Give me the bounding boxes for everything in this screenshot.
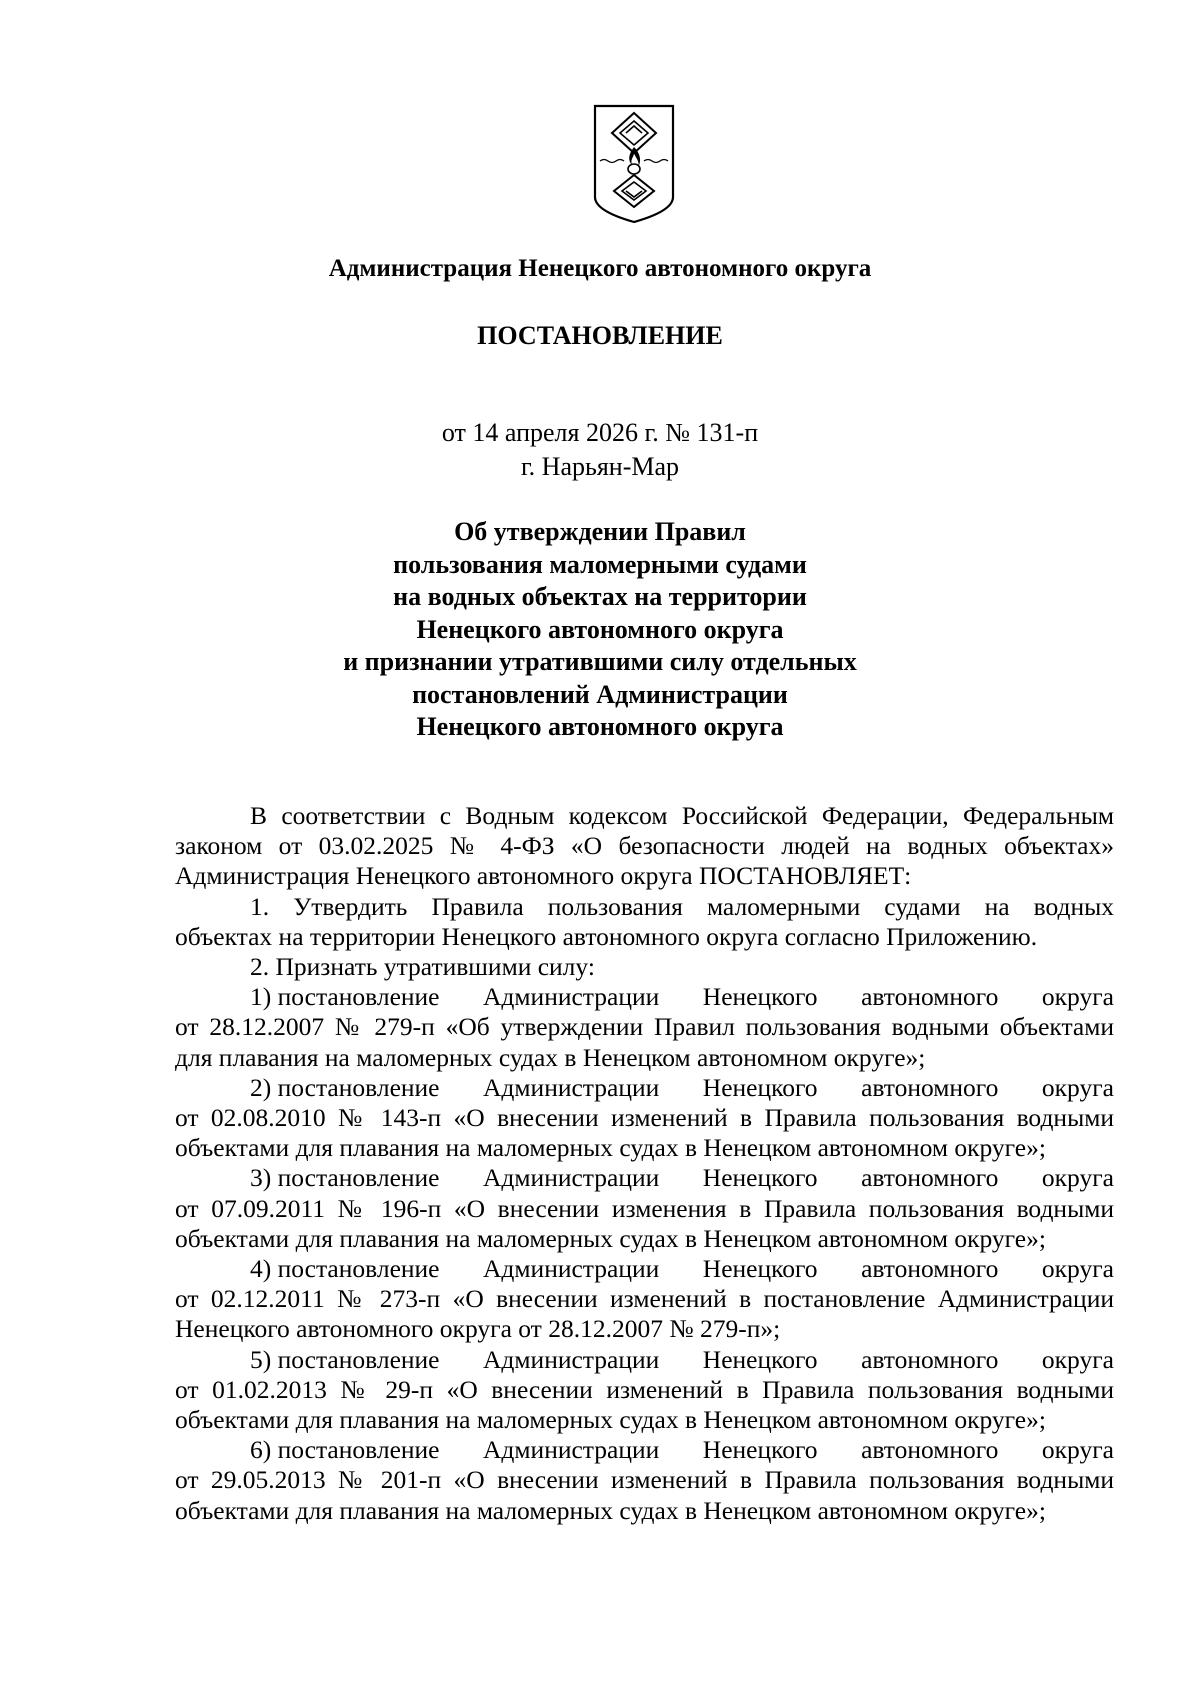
repealed-item-line: от 01.02.2013 № 29-п «О внесении изменений в Правила пользования водными — [175, 1374, 1114, 1404]
repealed-item — [175, 1345, 1114, 1436]
document-body — [175, 801, 1114, 1526]
subject-line: постановлений Администрации — [412, 679, 788, 709]
repealed-item-head: 1) постановление Администрации Ненецкого автономного округа — [250, 982, 1114, 1012]
repealed-item-head: 6) постановление Администрации Ненецкого автономного округа — [250, 1435, 1114, 1465]
item-1-line: объектах на территории Ненецкого автономного округа согласно Приложению. — [175, 921, 1038, 951]
repealed-item-line: для плавания на маломерных судах в Ненецком автономном округе»; — [175, 1042, 926, 1072]
repealed-item-head: 3) постановление Администрации Ненецкого автономного округа — [250, 1163, 1114, 1193]
repealed-item — [175, 1435, 1114, 1526]
repealed-item-line: от 29.05.2013 № 201-п «О внесении изменений в Правила пользования водными — [175, 1465, 1114, 1495]
preamble-line: В соответствии с Водным кодексом Российской Федерации, Федеральным — [250, 801, 1114, 830]
repealed-item-line: объектами для плавания на маломерных судах в Ненецком автономном округе»; — [175, 1405, 1046, 1435]
repealed-item-line: от 02.12.2011 № 273-п «О внесении изменений в постановление Администрации — [175, 1284, 1114, 1314]
document-city: г. Нарьян-Мар — [520, 452, 680, 481]
subject-line: Об утверждении Правил — [454, 517, 746, 546]
item-1-line: 1. Утвердить Правила пользования маломерными судами на водных — [250, 891, 1114, 921]
subject-line: и признании утратившими силу отдельных — [343, 647, 857, 676]
repealed-item — [175, 1073, 1114, 1164]
repealed-item-line: Ненецкого автономного округа от 28.12.2007 № 279-п»; — [175, 1314, 781, 1344]
repealed-item-head: 4) постановление Администрации Ненецкого автономного округа — [250, 1254, 1114, 1284]
preamble-line: Администрация Ненецкого автономного округа ПОСТАНОВЛЯЕТ: — [175, 861, 912, 891]
repealed-item-line: объектами для плавания на маломерных судах в Ненецком автономном округе»; — [175, 1133, 1046, 1163]
subject-line: пользования маломерными судами — [393, 549, 807, 579]
nenets-coat-of-arms-icon — [592, 103, 676, 225]
repealed-item-line: объектами для плавания на маломерных судах в Ненецком автономном округе»; — [175, 1495, 1046, 1525]
organization-name: Администрация Ненецкого автономного округа — [328, 255, 872, 282]
document-type: ПОСТАНОВЛЕНИЕ — [477, 321, 723, 350]
repealed-item-head: 2) постановление Администрации Ненецкого автономного округа — [250, 1072, 1114, 1102]
document-date-number: от 14 апреля 2026 г. № 131-п — [441, 418, 759, 447]
repealed-item-head: 5) постановление Администрации Ненецкого автономного округа — [250, 1344, 1114, 1374]
repealed-item-line: от 07.09.2011 № 196-п «О внесении изменения в Правила пользования водными — [175, 1193, 1114, 1223]
repealed-item-line: от 28.12.2007 № 279-п «Об утверждении Правил пользования водными объектами — [175, 1012, 1114, 1042]
repealed-item — [175, 982, 1114, 1073]
repealed-item — [175, 1163, 1114, 1254]
subject-line: Ненецкого автономного округа — [416, 614, 784, 644]
repealed-item-line: от 02.08.2010 № 143-п «О внесении изменений в Правила пользования водными — [175, 1103, 1114, 1133]
document-subject — [250, 516, 950, 744]
subject-line: Ненецкого автономного округа — [416, 712, 784, 741]
repealed-item — [175, 1254, 1114, 1345]
repealed-item-line: объектами для плавания на маломерных судах в Ненецком автономном округе»; — [175, 1223, 1046, 1253]
item-2: 2. Признать утратившими силу: — [250, 952, 595, 982]
subject-line: на водных объектах на территории — [393, 582, 807, 611]
preamble-line: законом от 03.02.2025 № 4-ФЗ «О безопасности людей на водных объектах» — [175, 831, 1114, 861]
